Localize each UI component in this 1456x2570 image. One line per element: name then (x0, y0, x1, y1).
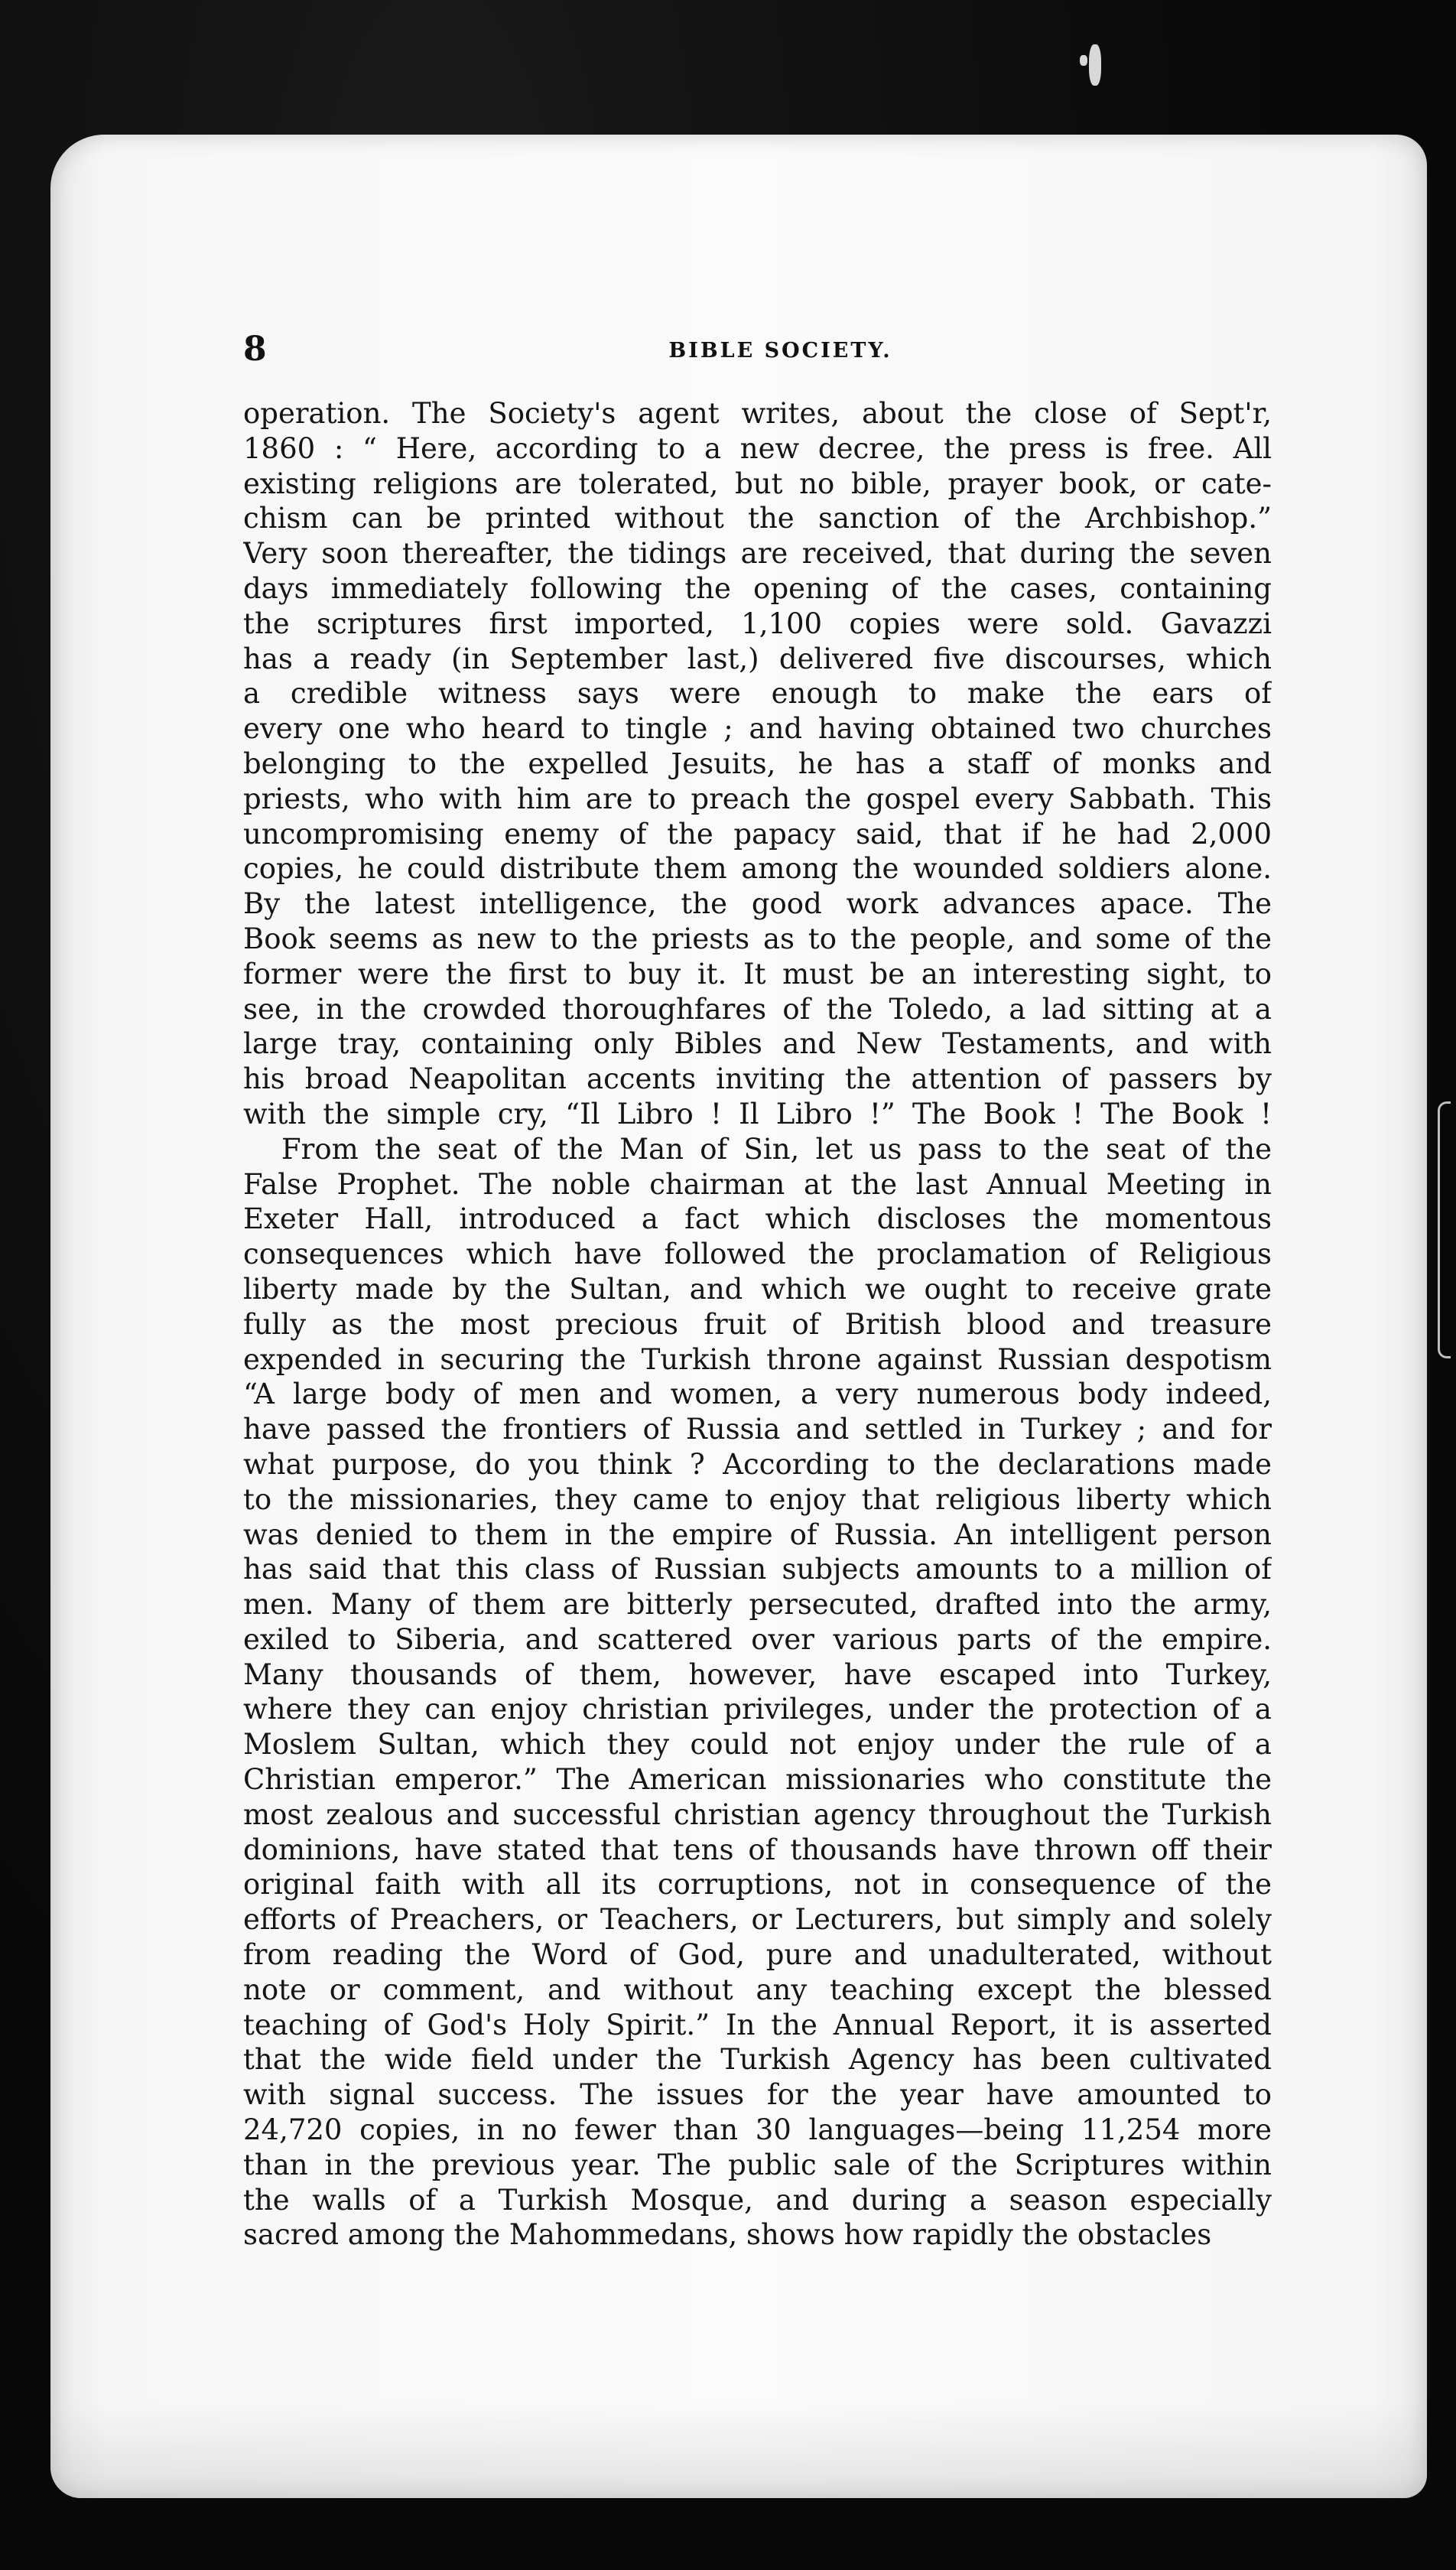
text-line: By the latest intelligence, the good work advances apace. The (243, 887, 1272, 921)
text-line: what purpose, do you think ? According to the declarations made (243, 1447, 1272, 1481)
text-line: Christian emperor.” The American missionaries who constitute the (243, 1763, 1272, 1797)
text-line: dominions, have stated that tens of thousands have thrown off their (243, 1833, 1272, 1866)
text-line: that the wide field under the Turkish Agency has been cultivated (243, 2043, 1272, 2077)
text-line: efforts of Preachers, or Teachers, or Lecturers, but simply and solely (243, 1903, 1272, 1937)
text-line: have passed the frontiers of Russia and settled in Turkey ; and for (243, 1413, 1272, 1446)
text-line: his broad Neapolitan accents inviting the attention of passers by (243, 1062, 1272, 1096)
body-text (243, 396, 1272, 2253)
text-line: Many thousands of them, however, have escaped into Turkey, (243, 1657, 1272, 1691)
text-line: large tray, containing only Bibles and New Testaments, and with (243, 1027, 1272, 1061)
page-edge-tab (1438, 1101, 1451, 1358)
text-line: fully as the most precious fruit of British blood and treasure (243, 1307, 1272, 1341)
text-line: a credible witness says were enough to make the ears of (243, 677, 1272, 711)
text-line: Very soon thereafter, the tidings are received, that during the seven (243, 537, 1272, 571)
text-line: original faith with all its corruptions, not in consequence of the (243, 1868, 1272, 1901)
running-head: BIBLE SOCIETY. (668, 339, 892, 363)
text-line: from reading the Word of God, pure and unadulterated, without (243, 1938, 1272, 1972)
text-line: days immediately following the opening of the cases, containing (243, 571, 1272, 605)
text-line: most zealous and successful christian agency throughout the Turkish (243, 1797, 1272, 1831)
text-line: chism can be printed without the sanction of the Archbishop.” (243, 502, 1272, 535)
text-line: every one who heard to tingle ; and having obtained two churches (243, 712, 1272, 746)
text-line: see, in the crowded thoroughfares of the Toledo, a lad sitting at a (243, 992, 1272, 1026)
text-line: former were the first to buy it. It must be an interesting sight, to (243, 957, 1272, 991)
text-line: with signal success. The issues for the year have amounted to (243, 2078, 1272, 2112)
page-bottom-edge (50, 2402, 1427, 2498)
page-header (243, 330, 1272, 369)
text-line: consequences which have followed the proclamation of Religious (243, 1238, 1272, 1271)
text-line: False Prophet. The noble chairman at the last Annual Meeting in (243, 1167, 1272, 1201)
text-line: operation. The Society's agent writes, about the close of Sept'r, (243, 397, 1272, 430)
text-line: existing religions are tolerated, but no bible, prayer book, or cate- (243, 467, 1272, 500)
text-line: exiled to Siberia, and scattered over various parts of the empire. (243, 1622, 1272, 1656)
text-line: 1860 : “ Here, according to a new decree, the press is free. All (243, 431, 1272, 465)
text-line: has a ready (in September last,) delivered five discourses, which (243, 642, 1272, 675)
text-line: Book seems as new to the priests as to the people, and some of the (243, 922, 1272, 955)
text-line: to the missionaries, they came to enjoy that religious liberty which (243, 1482, 1272, 1516)
text-line: 24,720 copies, in no fewer than 30 languages—being 11,254 more (243, 2113, 1272, 2147)
text-line: than in the previous year. The public sale of the Scriptures within (243, 2148, 1272, 2181)
text-line: uncompromising enemy of the papacy said, that if he had 2,000 (243, 817, 1272, 851)
text-line: From the seat of the Man of Sin, let us pass to the seat of the (281, 1132, 1272, 1166)
text-line: belonging to the expelled Jesuits, he has a staff of monks and (243, 747, 1272, 780)
text-line: men. Many of them are bitterly persecuted, drafted into the army, (243, 1588, 1272, 1622)
text-line: the walls of a Turkish Mosque, and during a season especially (243, 2183, 1272, 2217)
text-line: note or comment, and without any teaching except the blessed (243, 1973, 1272, 2006)
text-line: was denied to them in the empire of Russia. An intelligent person (243, 1518, 1272, 1551)
text-line: copies, he could distribute them among the wounded soldiers alone. (243, 852, 1272, 886)
text-line: Exeter Hall, introduced a fact which discloses the momentous (243, 1202, 1272, 1236)
text-line: teaching of God's Holy Spirit.” In the Annual Report, it is asserted (243, 2008, 1272, 2041)
text-line: the scriptures first imported, 1,100 copies were sold. Gavazzi (243, 607, 1272, 640)
scan-speck (1080, 55, 1087, 66)
text-line: priests, who with him are to preach the gospel every Sabbath. This (243, 782, 1272, 815)
text-line: sacred among the Mahommedans, shows how rapidly the obstacles (243, 2218, 1212, 2252)
text-line: where they can enjoy christian privileges, under the protection of a (243, 1693, 1272, 1726)
scan-speck (1089, 44, 1101, 86)
text-line: has said that this class of Russian subjects amounts to a million of (243, 1553, 1272, 1586)
text-line: Moslem Sultan, which they could not enjoy under the rule of a (243, 1728, 1272, 1762)
text-line: “A large body of men and women, a very numerous body indeed, (243, 1378, 1272, 1411)
text-line: liberty made by the Sultan, and which we ought to receive grate (243, 1272, 1272, 1306)
text-line: expended in securing the Turkish throne against Russian despotism (243, 1342, 1272, 1376)
page-number: 8 (243, 330, 267, 369)
text-line: with the simple cry, “Il Libro ! Il Libro !” The Book ! The Book ! (243, 1097, 1272, 1130)
